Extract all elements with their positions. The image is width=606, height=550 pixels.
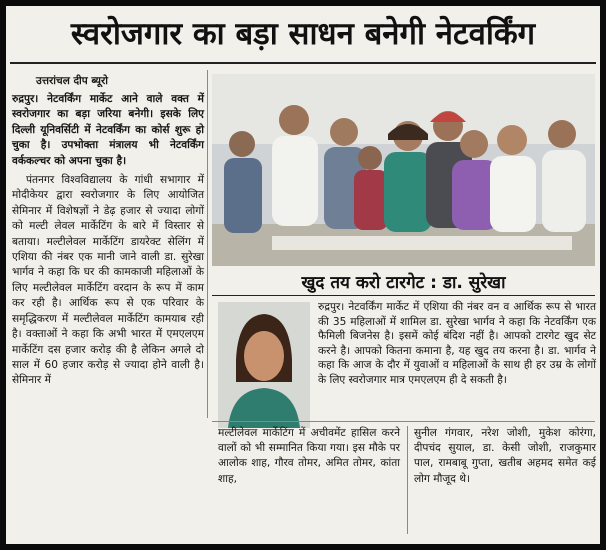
column-divider <box>207 70 208 418</box>
sidebar-subheadline: खुद तय करो टारगेट : डा. सुरेखा <box>301 273 506 293</box>
group-photo-image <box>212 74 595 266</box>
continuation-column-1 <box>218 426 400 487</box>
byline: उत्तरांचल दीप ब्यूरो <box>36 75 109 87</box>
sidebar-column <box>218 300 596 430</box>
subhead-rule <box>212 295 595 296</box>
headline: स्वरोजगार का बड़ा साधन बनेगी नेटवर्किंग <box>70 16 536 52</box>
article-body: पंतनगर विश्वविद्यालय के गांधी सभागार में मोदीकेयर द्वारा स्वरोजगार के लिए आयोजित सेमिनार में विशेषज्ञों ने डेढ़ हजार से ज्यादा लोगों को मल्टी लेवल मार्केटिंग के बारे में विस्तार से बताया। मल्टीलेवल मार्केटिंग डायरेक्ट सेलिंग में एशिया की नंबर एक मानी जाने वाली डा. सुरेखा भार्गव ने कहा कि घर की कामकाजी महिलाओं के लिए मल्टीलेवल मार्केटिंग वरदान के रूप में काम कर रही है। आर्थिक रूप से एक परिवार के समृद्धिकरण में मल्टीलेवल मार्केटिंग कामयाब रही है। वक्ताओं ने कहा कि अभी भारत में एमएलएम मार्केटिंग दस हजार करोड़ की है लेकिन अगले दो साल में 60 हजार करोड़ से ज्यादा होने वाली है। सेमिनार में <box>12 174 204 387</box>
sidebar-text: रुद्रपुर। नेटवर्किंग मार्केट में एशिया की नंबर वन व आर्थिक रूप से भारत की 35 महिलाओं में शामिल डा. सुरेखा भार्गव ने कहा कि नेटवर्किंग एक फैमिली बिजनेस है। इसमें कोई बंदिश नहीं है। आपको टारगेट खुद सेट करने है। आपको कितना कमाना है, यह खुद तय करना है। डा. भार्गव ने कहा कि आज के दौर में युवाओं व महिलाओं के साथ ही हर उम्र के लोगों के लिए स्वरोजगार मात्र एमएलएम ही दे सकती है। <box>318 301 596 386</box>
continuation-text-1: मल्टीलेवल मार्केटिंग में अचीवमेंट हासिल करने वालों को भी सम्मानित किया गया। इस मौके पर आलोक शाह, गौरव तोमर, अमित तोमर, कांता शाह, <box>218 427 400 485</box>
continuation-text-2: सुनील गंगवार, नरेश जोशी, मुकेश कोरंगा, दीपचंद सुयाल, डा. केसी जोशी, राजकुमार पाल, रामबाबू गुप्ता, खतीब अहमद समेत कई लोग मौजूद थे। <box>414 427 596 485</box>
continuation-column-2 <box>414 426 596 487</box>
section-rule <box>212 421 595 422</box>
bottom-column-divider <box>407 426 408 534</box>
article-lead: रुद्रपुर। नेटवर्किंग मार्केट आने वाले वक्त में स्वरोजगार का बड़ा जरिया बनेगी। इसके लिए दिल्ली यूनिवर्सिटी में नेटवर्किंग का कोर्स शुरू हो चुका है। उपभोक्ता मंत्रालय भी नेटवर्किंग वर्ककल्चर को अपना चुका है। <box>12 93 204 167</box>
portrait-photo <box>218 302 310 428</box>
portrait-image <box>218 302 310 428</box>
headline-rule <box>10 62 596 64</box>
main-article-column <box>12 92 204 393</box>
newspaper-clipping <box>6 6 600 544</box>
group-photo <box>212 74 595 266</box>
